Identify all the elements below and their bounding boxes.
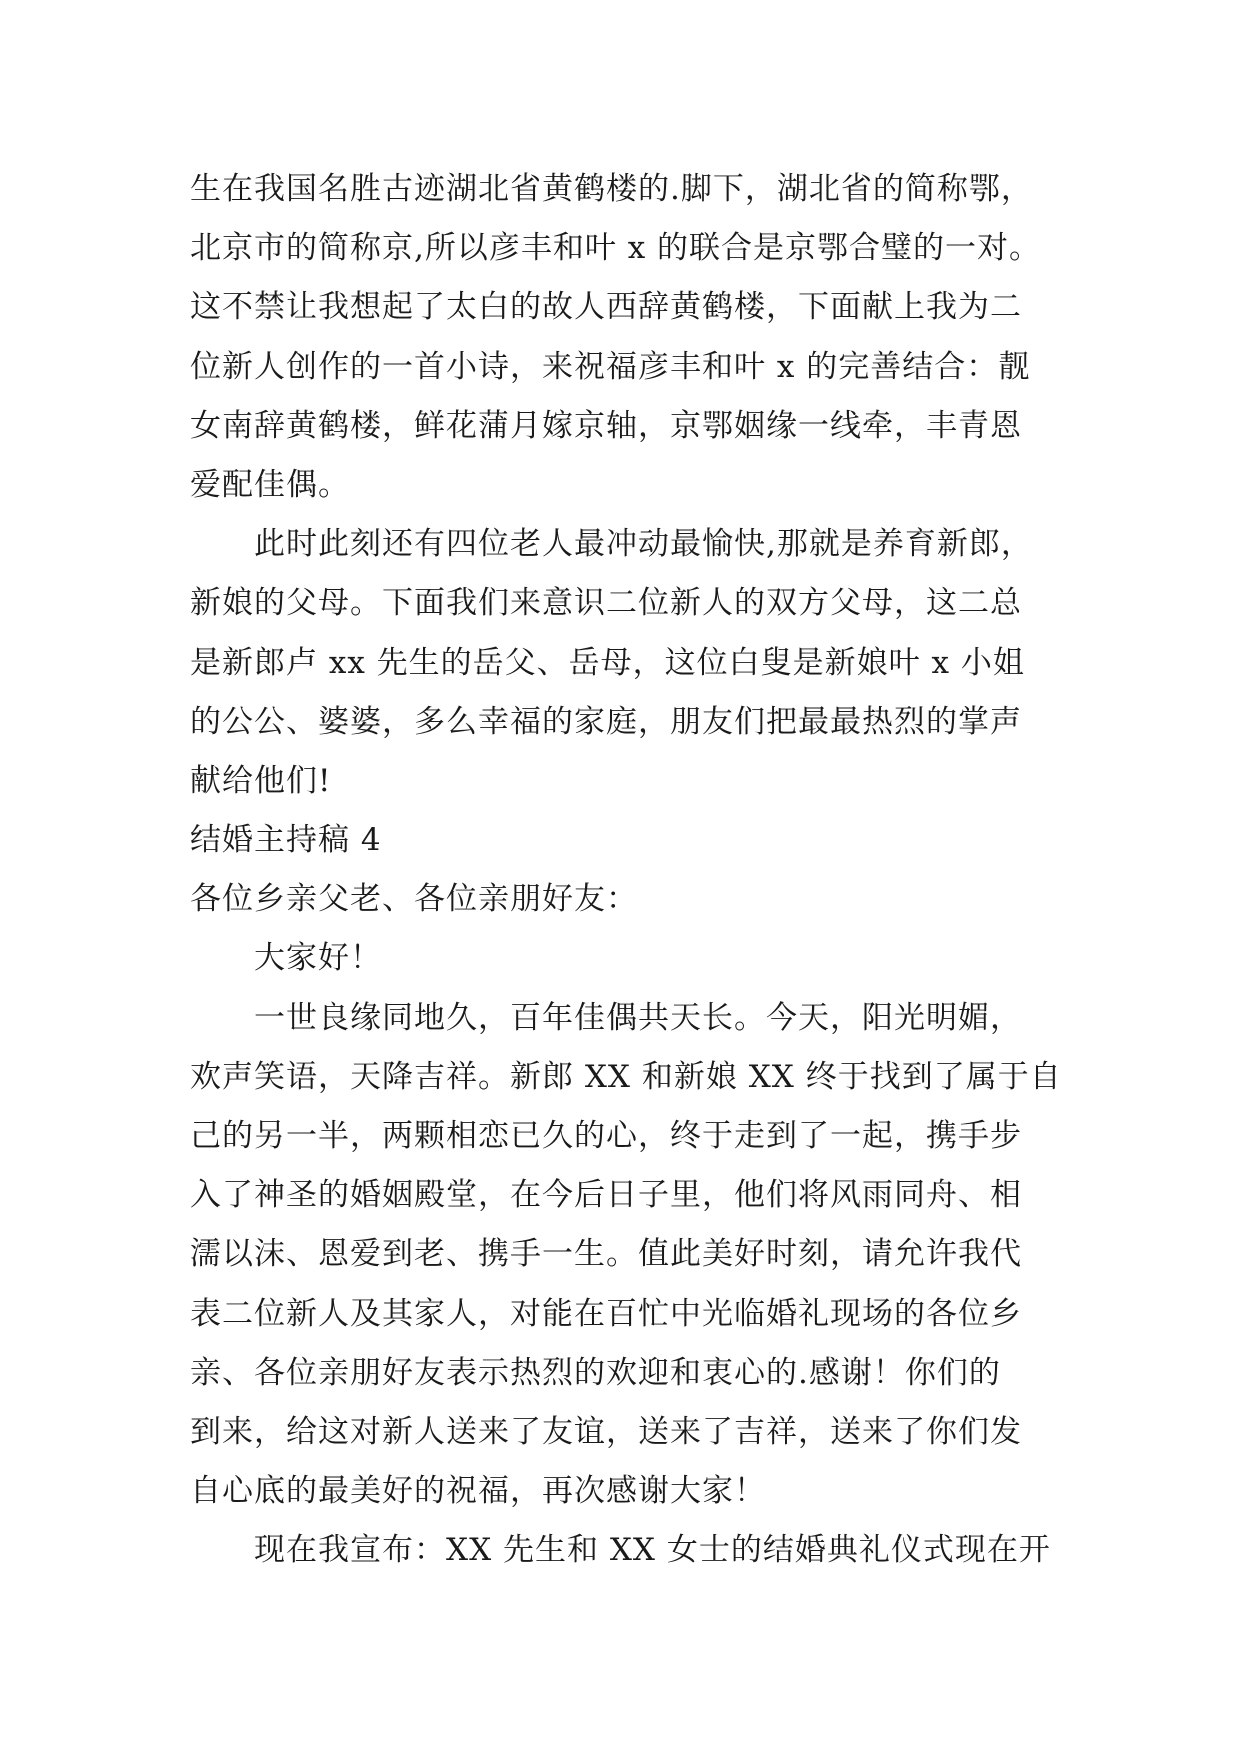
text-line: 表二位新人及其家人，对能在百忙中光临婚礼现场的各位乡 [190,1295,1022,1332]
text-line: 女南辞黄鹤楼，鲜花蒲月嫁京轴，京鄂姻缘一线牵，丰青恩 [190,407,1022,444]
text-line: 己的另一半，两颗相恋已久的心，终于走到了一起，携手步 [190,1118,1022,1154]
salutation: 各位乡亲父老、各位亲朋好友： [190,881,638,918]
text-line: 新娘的父母。下面我们来意识二位新人的双方父母，这二总 [190,585,1022,622]
text-line: 到来，给这对新人送来了友谊，送来了吉祥，送来了你们发 [190,1413,1022,1450]
document-body [190,160,1070,1581]
text-line: 的公公、婆婆，多么幸福的家庭，朋友们把最最热烈的掌声 [190,703,1022,740]
greeting: 大家好！ [254,940,382,977]
text-line: 爱配佳偶。 [190,466,350,503]
text-line: 自心底的最美好的祝福，再次感谢大家！ [190,1473,766,1510]
text-line: 是新郎卢 xx 先生的岳父、岳母，这位白叟是新娘叶 x 小姐 [190,644,1025,681]
text-line: 献给他们! [190,762,332,799]
text-line: 生在我国名胜古迹湖北省黄鹤楼的.脚下，湖北省的简称鄂， [190,171,1033,207]
text-line: 濡以沫、恩爱到老、携手一生。值此美好时刻，请允许我代 [190,1236,1022,1273]
text-line: 北京市的简称京,所以彦丰和叶 x 的联合是京鄂合璧的一对。 [190,230,1042,267]
text-line: 一世良缘同地久，百年佳偶共天长。今天，阳光明媚， [254,999,1022,1036]
text-line: 欢声笑语，天降吉祥。新郎 XX 和新娘 XX 终于找到了属于自 [190,1058,1062,1095]
text-line: 现在我宣布：XX 先生和 XX 女士的结婚典礼仪式现在开 [254,1532,1051,1569]
text-line: 入了神圣的婚姻殿堂，在今后日子里，他们将风雨同舟、相 [190,1177,1022,1214]
text-line: 这不禁让我想起了太白的故人西辞黄鹤楼，下面献上我为二 [190,289,1022,326]
section-heading: 结婚主持稿 4 [190,822,382,859]
text-line: 亲、各位亲朋好友表示热烈的欢迎和衷心的.感谢！你们的 [190,1354,1001,1391]
text-line: 位新人创作的一首小诗，来祝福彦丰和叶 x 的完善结合：靓 [190,348,1031,385]
text-line: 此时此刻还有四位老人最冲动最愉快,那就是养育新郎， [254,526,1033,563]
